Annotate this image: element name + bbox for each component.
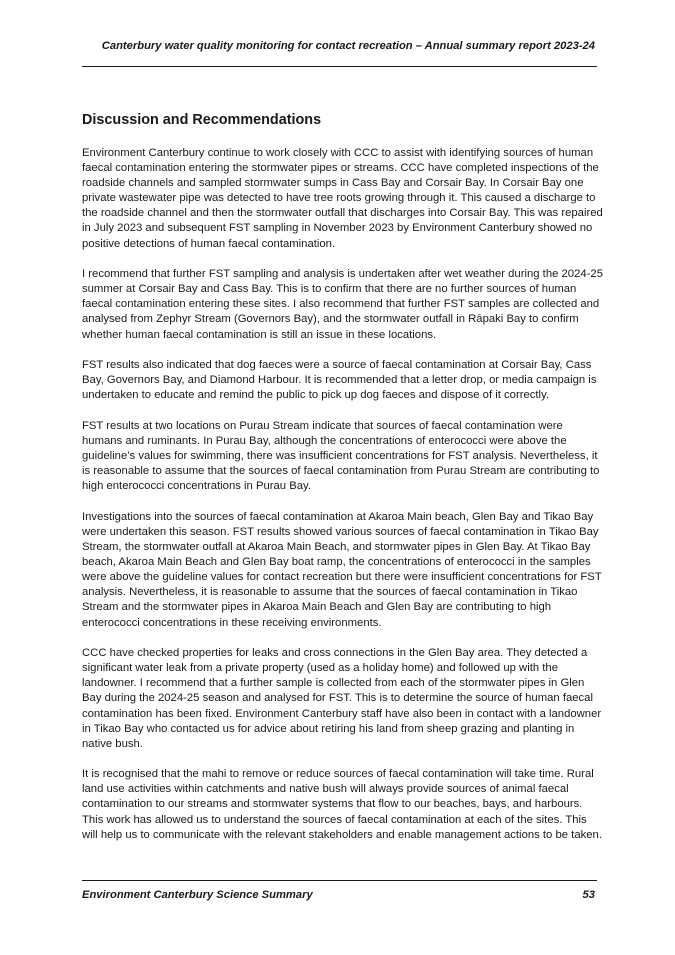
paragraph-dog-faeces: FST results also indicated that dog faeces were a source of faecal contamination at Corsair Bay, Cass Bay, Governors Bay, and Diamond Harbour. It is recommended that a letter drop, or media campaign is undertaken to educate and remind the public to pick up dog faeces and dispose of it correctly. (82, 359, 597, 402)
paragraph-fst-recommendation: I recommend that further FST sampling and analysis is undertaken after wet weather during the 2024-25 summer at Corsair Bay and Cass Bay. This is to confirm that there are no further sources of human faecal contamination entering these sites. I also recommend that further FST samples are collected and analysed from Zephyr Stream (Governors Bay), and the stormwater outfall in Rāpaki Bay to confirm whether human faecal contamination is still an issue in these locations. (82, 268, 603, 341)
section-heading: Discussion and Recommendations (82, 112, 322, 128)
paragraph-purau-stream: FST results at two locations on Purau Stream indicate that sources of faecal contamination were humans and ruminants. In Purau Bay, although the concentrations of enterococci were above the guideline’s values for swimming, there was insufficient concentrations for FST analysis. Nevertheless, it is reasonable to assume that the sources of faecal contamination from Purau Stream are contributing to high enterococci concentrations in Purau Bay. (82, 419, 600, 493)
page-number: 53 (582, 889, 595, 901)
paragraph-ccc-inspections: Environment Canterbury continue to work closely with CCC to assist with identifying sources of human faecal contamination entering the stormwater pipes or streams. CCC have completed inspections of the roadside channels and sampled stormwater sumps in Cass Bay and Corsair Bay. In Corsair Bay one private wastewater pipe was detected to have tree roots growing through it. This caused a discharge to the roadside channel and then the stormwater outfall that discharges into Corsair Bay. This was repaired in July 2023 and subsequent FST sampling in November 2023 by Environment Canterbury showed no positive detections of human faecal contamination. (82, 147, 603, 250)
footer-publication: Environment Canterbury Science Summary (82, 889, 313, 901)
page-header (82, 40, 597, 67)
page-footer (82, 880, 597, 911)
paragraph-glen-bay-checks: CCC have checked properties for leaks and cross connections in the Glen Bay area. They detected a significant water leak from a private property (used as a holiday home) and followed up with the landowner. I recommend that a further sample is collected from each of the stormwater pipes in Glen Bay during the 2024-25 season and analysed for FST. This is to determine the source of human faecal contamination has been fixed. Environment Canterbury staff have also been in contact with a landowner in Tikao Bay who contacted us for advice about retiring his land from sheep grazing and planting in native bush. (82, 647, 602, 750)
paragraph-conclusion: It is recognised that the mahi to remove or reduce sources of faecal contamination will take time. Rural land use activities within catchments and native bush will always provide sources of animal faecal contamination to our streams and stormwater systems that flow to our beaches, bays, and harbours. This work has allowed us to understand the sources of faecal contamination at each of the sites. This will help us to communicate with the relevant stakeholders and enable management actions to be taken. (82, 768, 602, 841)
body-text (82, 146, 604, 843)
running-title: Canterbury water quality monitoring for contact recreation – Annual summary report 2023-24 (101, 40, 595, 52)
paragraph-akaroa-investigations: Investigations into the sources of faecal contamination at Akaroa Main beach, Glen Bay and Tikao Bay were undertaken this season. FST results showed various sources of faecal contamination in Tikao Bay Stream, the stormwater outfall at Akaroa Main Beach, and stormwater pipes in Glen Bay. At Tikao Bay beach, Akaroa Main Beach and Glen Bay boat ramp, the concentrations of enterococci in the samples were above the guideline values for contact recreation but there were insufficient concentrations for FST analysis. Nevertheless, it is reasonable to assume that the sources of faecal contamination in Tikao Stream and the stormwater pipes in Akaroa Main Beach and Glen Bay are contributing to high enterococci concentrations in these receiving environments. (82, 510, 602, 629)
